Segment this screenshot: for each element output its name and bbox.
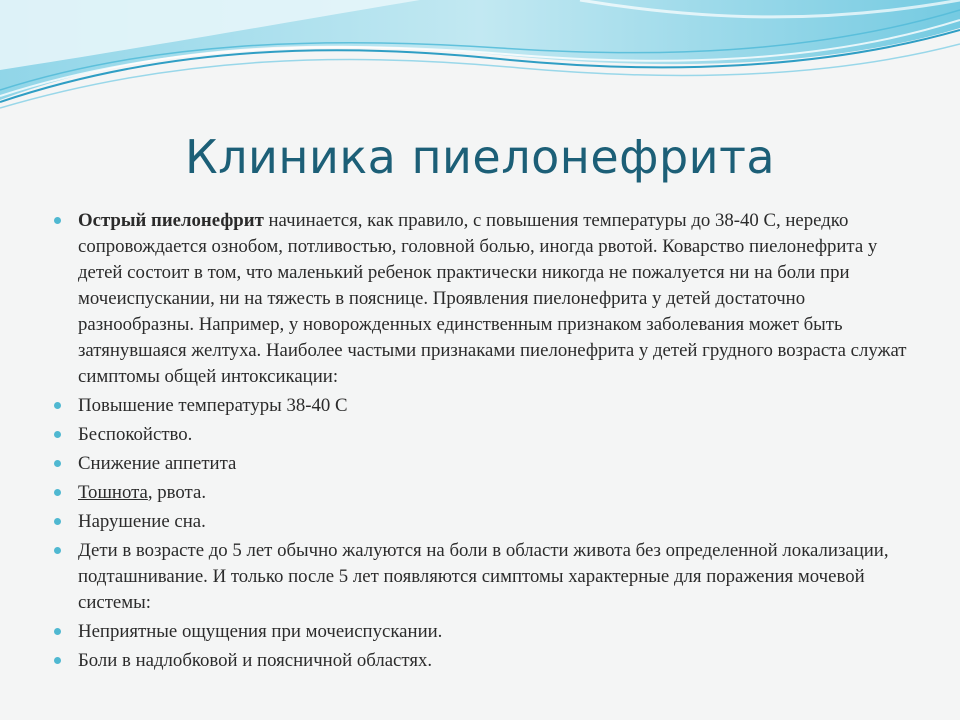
bullet-dot-icon — [54, 657, 61, 664]
list-item — [52, 422, 912, 448]
list-item — [52, 538, 912, 616]
bullet-dot-icon — [54, 547, 61, 554]
list-item-text: Боли в надлобковой и поясничной областях. — [78, 650, 433, 671]
list-item-text: Повышение температуры 38-40 С — [78, 395, 348, 416]
bullet-dot-icon — [54, 217, 61, 224]
list-item — [52, 451, 912, 477]
list-item — [52, 648, 912, 674]
list-item — [52, 619, 912, 645]
list-item-text: , рвота. — [147, 482, 207, 503]
bullet-dot-icon — [54, 518, 61, 525]
bullet-dot-icon — [54, 489, 61, 496]
list-item-text: Дети в возрасте до 5 лет обычно жалуются на боли в области живота без определенной локализации, подташнивание. И только после 5 лет появляются симптомы характерные для поражения мочевой системы: — [78, 540, 889, 613]
slide-title: Клиника пиелонефрита — [184, 130, 776, 184]
list-item-text: Беспокойство. — [78, 424, 193, 445]
list-item-text: Снижение аппетита — [78, 453, 237, 474]
bullet-dot-icon — [54, 460, 61, 467]
hyperlink-term[interactable]: Тошнота — [78, 482, 148, 503]
header-wave-decoration — [0, 0, 960, 115]
list-item-text: начинается, как правило, с повышения температуры до 38-40 С, нередко сопровождается ознобом, потливостью, головной болью, иногда рвотой. Коварство пиелонефрита у детей состоит в том, что маленький ребенок практически никогда не пожалуется ни на боли при мочеиспускании, ни на тяжесть в пояснице. Проявления пиелонефрита у детей достаточно разнообразны. Например, у новорожденных единственным признаком заболевания может быть затянувшаяся желтуха. Наиболее частыми признаками пиелонефрита у детей грудного возраста служат симптомы общей интоксикации: — [78, 210, 907, 387]
bullet-dot-icon — [54, 628, 61, 635]
list-item-text: Неприятные ощущения при мочеиспускании. — [78, 621, 443, 642]
list-item — [52, 393, 912, 419]
bullet-list — [52, 208, 912, 677]
list-item-text: Нарушение сна. — [78, 511, 206, 532]
list-item — [52, 480, 912, 506]
bullet-dot-icon — [54, 431, 61, 438]
bold-term: Острый пиелонефрит — [78, 210, 264, 231]
list-item — [52, 509, 912, 535]
bullet-dot-icon — [54, 402, 61, 409]
list-item — [52, 208, 912, 390]
